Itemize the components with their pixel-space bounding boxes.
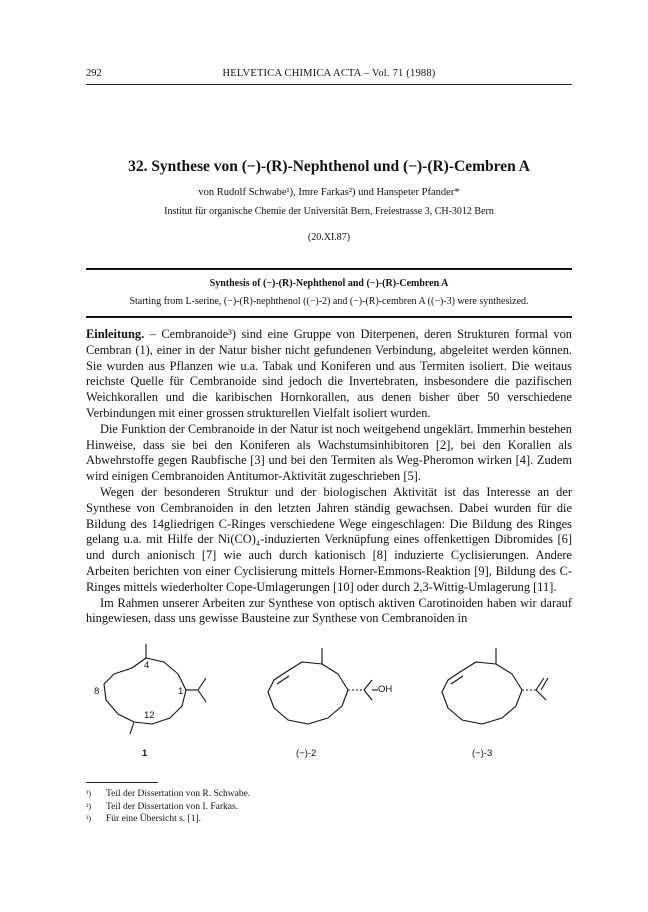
authors: von Rudolf Schwabe¹), Imre Farkas²) und Hanspeter Pfander* [198,187,460,198]
structure-3-isopropenyl-a [536,678,544,690]
structure-2-ring [268,662,348,724]
abstract-rule-top [86,268,572,270]
structure-drawings [86,638,572,768]
paragraph-2: Die Funktion der Cembranoide in der Natur ist noch weitgehend ungeklärt. Immerhin bestehen Hinweise, dass sie bei den Koniferen als Wachstumsinhibitoren [2], bei den Korallen als Abwehrstoffe gegen Raubfische [3] und bei den Termiten als Weg-Pheromon wirken [4]. Zudem wird einigen Cembranoiden Antitumor-Aktivität zugeschrieben [5]. [86,421,572,484]
section-heading: Einleitung. [86,327,145,341]
journal-title: HELVETICA CHIMICA ACTA – Vol. 71 (1988) [222,68,436,79]
abstract-text: Starting from L-serine, (−)-(R)-nephthenol ((−)-2) and (−)-(R)-cembren A ((−)-3) were synthesized. [129,296,529,307]
footnote: ¹) Teil der Dissertation von R. Schwabe. [86,789,251,799]
structure-2-carbinol-b [364,690,372,700]
abstract-title: Synthesis of (−)-(R)-Nephthenol and (−)-(R)-Cembren A [209,278,449,289]
footnote: ²) Teil der Dissertation von I. Farkas. [86,801,239,812]
atom-label-1: 1 [178,686,184,697]
body-text [86,327,572,627]
paragraph-4: Im Rahmen unserer Arbeiten zur Synthese von optisch aktiven Carotinoiden haben wir darauf hingewiesen, dass uns gewisse Bausteine zur Synthese von Cembranoiden in [86,595,572,626]
compound-label-3: (−)-3 [472,748,493,759]
header-rule [86,84,572,85]
page-number: 292 [86,68,102,79]
chemical-structures [86,638,572,768]
atom-label-4: 4 [144,660,150,671]
paragraph-3: Wegen der besonderen Struktur und der biologischen Aktivität ist das Interesse an der Synthese von Cembranoiden in den letzten Jahren ständig gewachsen. Dabei wurden für die Bildung des 14gliedrigen C-Ringes verschiedene Wege eingeschlagen: Die Bildung des Ringes gelang u.a. mit Hilfe der Ni(CO)₄-induzierten Verknüpfung eines offenkettigen Dibromides [6] und durch anionisch [7] wie auch durch kationisch [8] induzierte Cyclisierungen. Andere Arbeiten berichten von einer Cyclisierung mittels Horner-Emmons-Reaktion [9], Bildung des C-Ringes mittels wiederholter Cope-Umlagerungen [10] oder durch 2,3-Wittig-Umlagerung [11]. [86,484,572,594]
compound-label-1: 1 [142,748,148,759]
oh-label: OH [378,684,393,695]
atom-label-8: 8 [94,686,100,697]
institution: Institut für organische Chemie der Universität Bern, Freiestrasse 3, CH-3012 Bern [164,206,494,217]
article-title: 32. Synthese von (−)-(R)-Nephthenol und (−)-(R)-Cembren A [128,158,530,175]
received-date: (20.XI.87) [307,232,351,243]
structure-1-isopropyl-b [198,678,206,690]
structure-1-isopropyl-c [198,690,206,702]
structure-3-isopropenyl-c [536,690,546,700]
abstract-rule-bottom [86,316,572,318]
atom-label-12: 12 [144,710,155,721]
structure-3-ring [442,662,522,724]
structure-1-methyl-b [130,722,134,734]
footnote: ³) Für eine Übersicht s. [1]. [86,814,201,824]
structure-3-isopropenyl-b [541,678,548,690]
footnotes [86,788,572,826]
footnote-rule [86,782,158,783]
paragraph-1: Einleitung. – Cembranoide³) sind eine Gruppe von Diterpenen, deren Strukturen formal von Cembran (1), einer in der Natur bisher nicht gefundenen Verbindung, abgeleitet werden können. Sie wurden aus Pflanzen wie u.a. Tabak und Koniferen und aus Termiten isoliert. Die weitaus reichste Quelle für Cembranoide sind jedoch die Invertebraten, insbesondere die pazifischen Weichkorallen und die karibischen Hornkorallen, aus denen bisher über 50 verschiedene Verbindungen mit einer grossen strukturellen Vielfalt isoliert wurden. [86,327,572,420]
compound-label-2: (−)-2 [296,748,317,759]
structure-2-carbinol-a [364,680,372,690]
